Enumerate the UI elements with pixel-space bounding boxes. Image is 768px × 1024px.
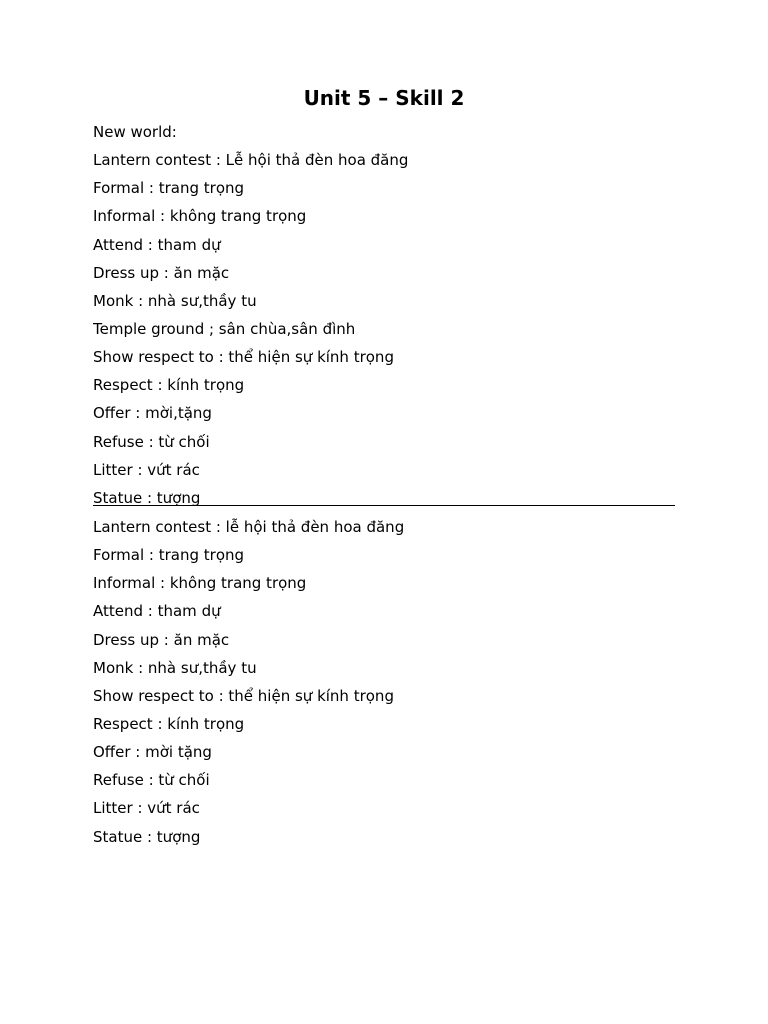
list-item: Offer : mời tặng [93,743,212,762]
list-item: Lantern contest : lễ hội thả đèn hoa đăng [93,518,405,536]
list-item: Informal : không trang trọng [93,207,307,226]
list-item: Monk : nhà sư,thầy tu [93,291,257,310]
list-item: Statue : tượng [93,488,201,507]
list-item: Formal : trang trọng [93,546,245,565]
list-item: New world: [93,123,177,141]
list-item: Formal : trang trọng [93,179,245,198]
list-item: Lantern contest : Lễ hội thả đèn hoa đăng [93,151,409,170]
list-item: Monk : nhà sư,thầy tu [93,658,257,677]
horizontal-divider [93,505,675,506]
list-item: Dress up : ăn mặc [93,630,230,649]
list-item: Show respect to : thể hiện sự kính trọng [93,348,394,367]
list-item: Respect : kính trọng [93,376,245,395]
list-item: Show respect to : thể hiện sự kính trọng [93,686,394,705]
list-item: Temple ground ; sân chùa,sân đình [93,319,356,338]
list-item: Offer : mời,tặng [93,404,212,423]
list-item: Litter : vứt rác [93,460,200,479]
list-item: Refuse : từ chối [93,432,210,451]
list-item: Statue : tượng [93,827,201,846]
list-item: Refuse : từ chối [93,771,210,790]
list-item: Attend : tham dự [93,602,221,621]
list-item: Informal : không trang trọng [93,574,307,593]
list-item: Dress up : ăn mặc [93,263,230,282]
vocabulary-list-1 [93,118,693,512]
list-item: Attend : tham dự [93,235,221,254]
list-item: Litter : vứt rác [93,799,200,818]
list-item: Respect : kính trọng [93,714,245,733]
vocabulary-list-2 [93,513,693,851]
page-title: Unit 5 – Skill 2 [303,86,465,110]
